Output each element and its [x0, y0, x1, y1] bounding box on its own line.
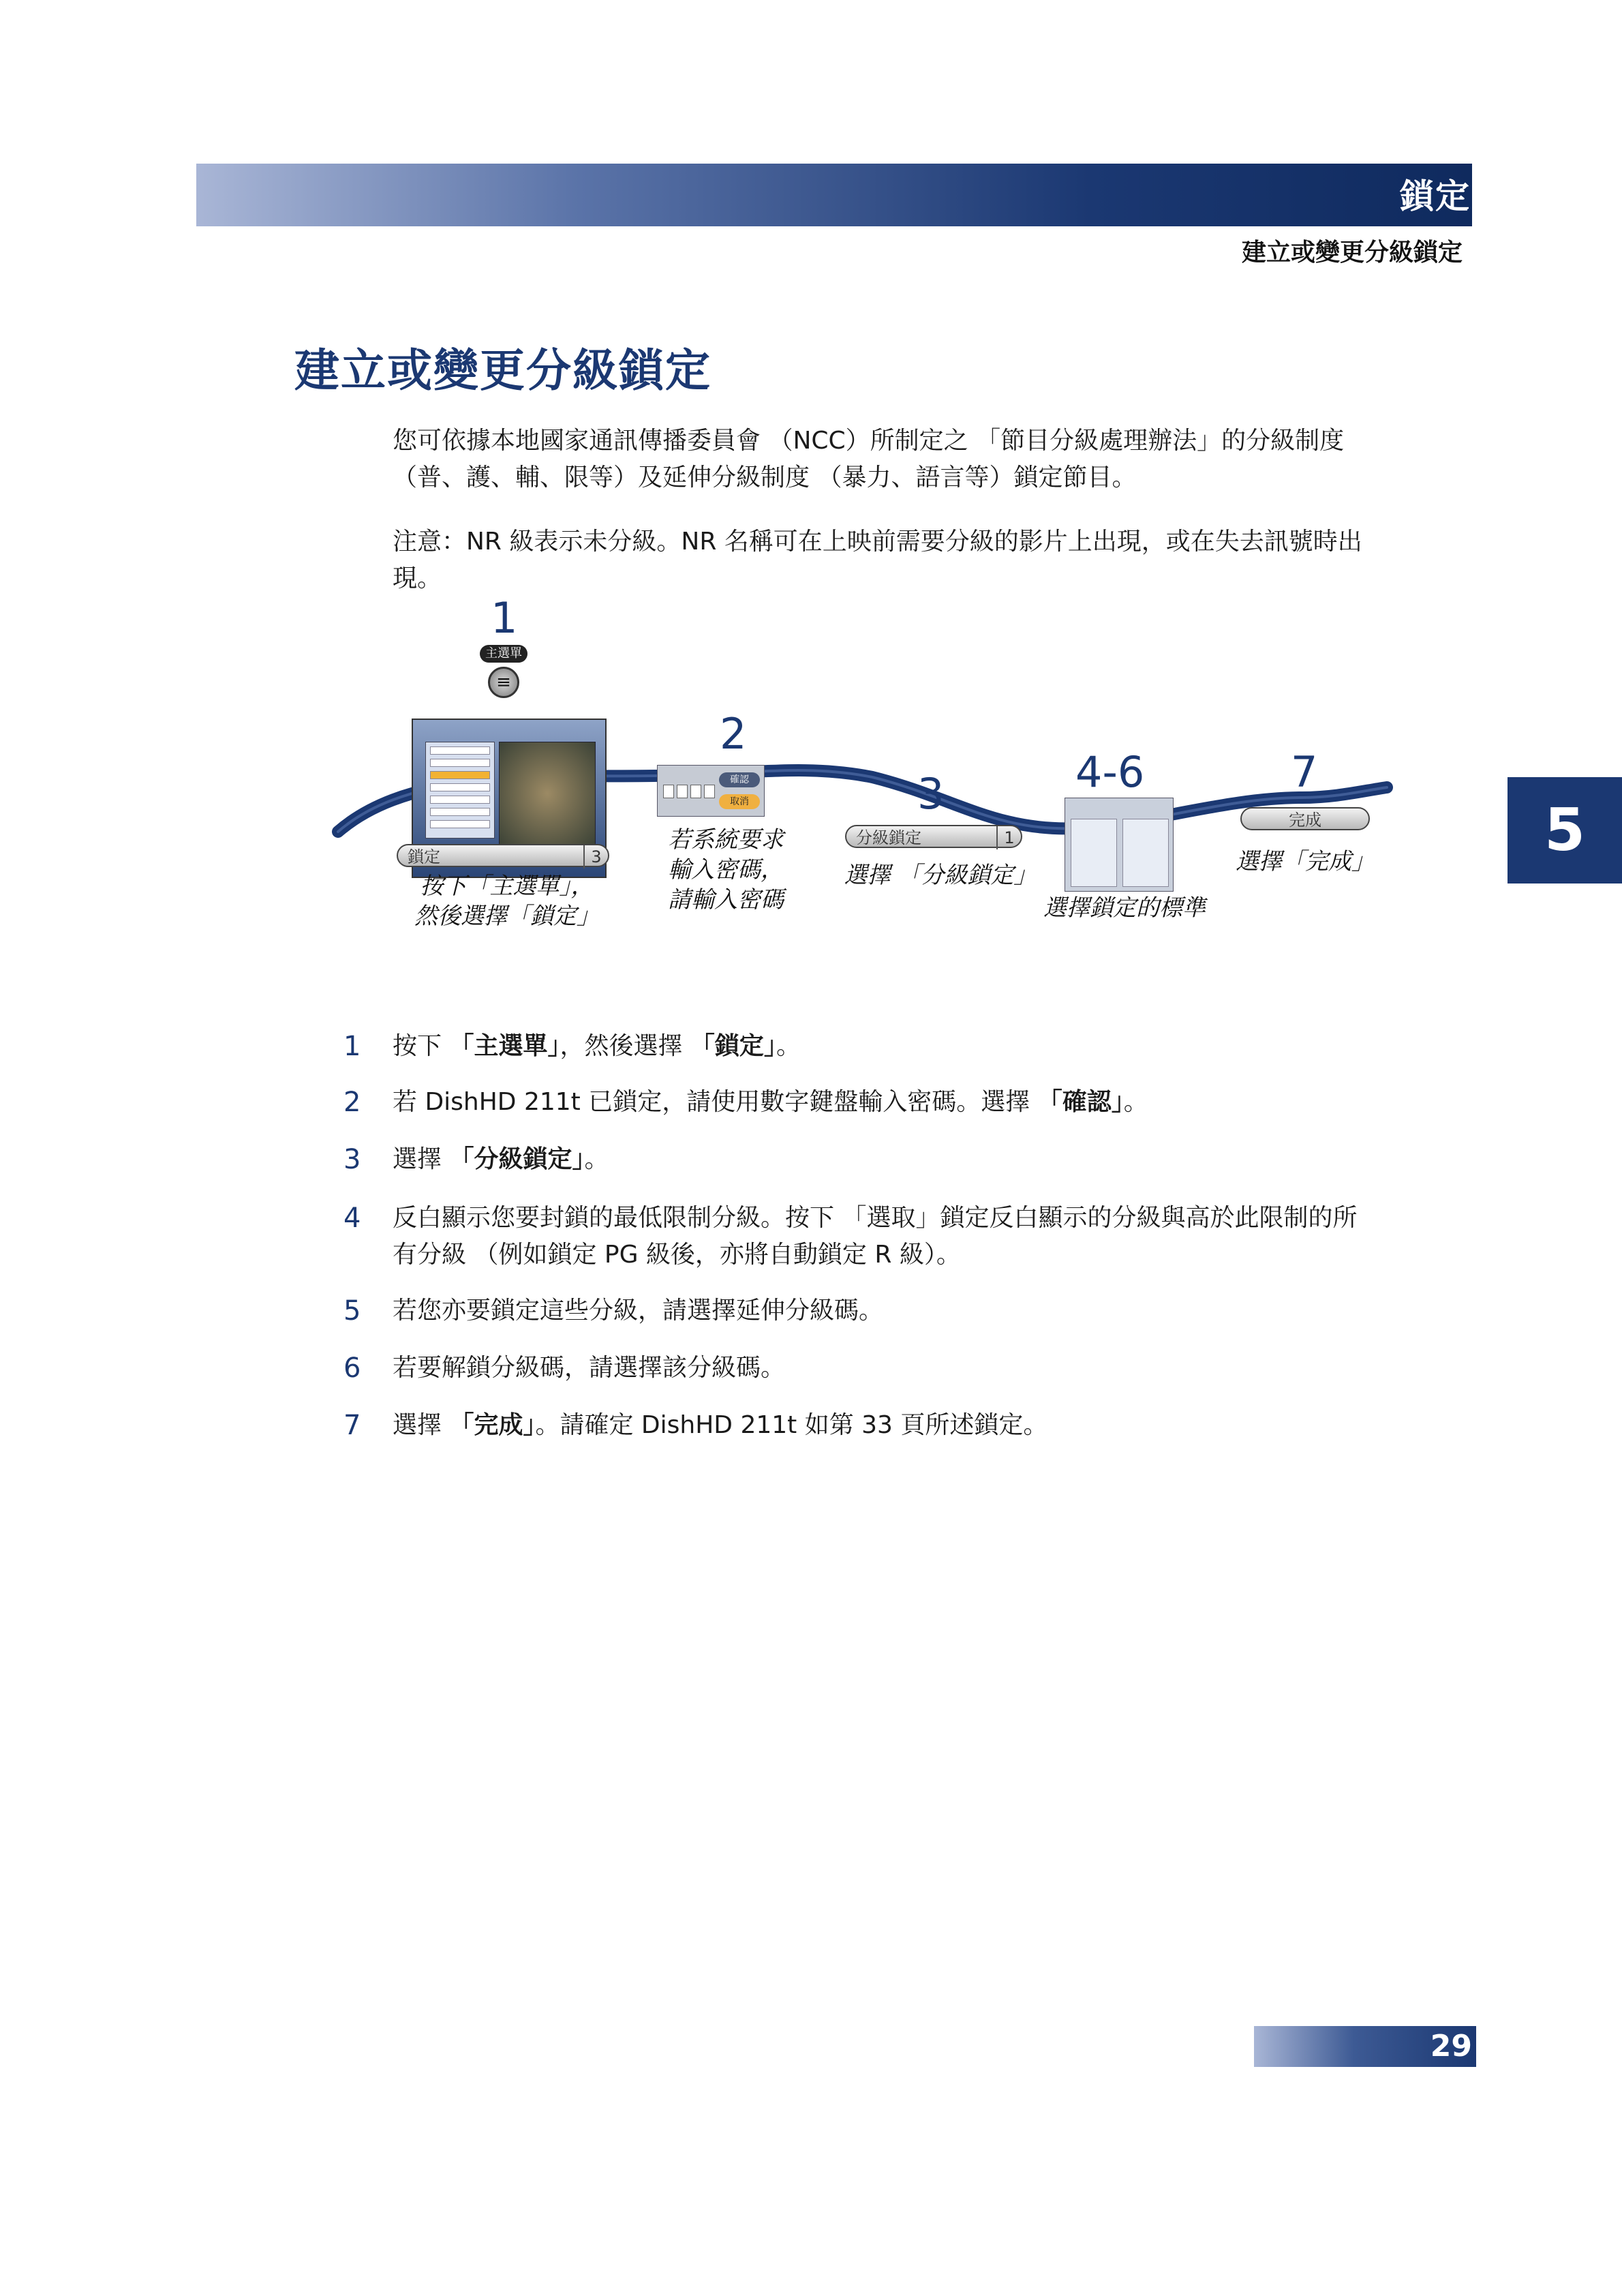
- done-button[interactable]: 完成: [1240, 807, 1370, 830]
- caption-line: 請輸入密碼: [668, 886, 784, 913]
- lock-menu-bar: [397, 844, 609, 867]
- step-number: 4: [343, 1203, 361, 1234]
- page-number: 29: [1430, 2029, 1472, 2064]
- step-text: 若要解鎖分級碼，請選擇該分級碼。: [393, 1354, 786, 1382]
- procedure-diagram: [327, 593, 1404, 948]
- intro-line: （普、護、輔、限等）及延伸分級制度 （暴力、語言等）鎖定節目。: [393, 464, 1137, 492]
- menu-list: [425, 742, 495, 839]
- menu-icon[interactable]: ≡: [488, 667, 519, 698]
- preview-window: [499, 742, 596, 845]
- step-number: 6: [343, 1353, 361, 1384]
- step-number: 1: [343, 1031, 361, 1062]
- rating-lock-bar: [845, 825, 1022, 848]
- step-text: 按下 「主選單」，然後選擇 「鎖定」。: [393, 1032, 801, 1060]
- caption-step-7: 選擇「完成」: [1236, 848, 1375, 875]
- confirm-button[interactable]: 確認: [719, 772, 760, 787]
- section-subtitle: 建立或變更分級鎖定: [1241, 239, 1463, 267]
- diagram-step-7: 7: [1291, 747, 1318, 797]
- intro-line: 您可依據本地國家通訊傳播委員會 （NCC）所制定之 「節目分級處理辦法」的分級制度: [393, 427, 1345, 455]
- caption-line: 輸入密碼，: [668, 856, 784, 883]
- step-text: 若您亦要鎖定這些分級，請選擇延伸分級碼。: [393, 1297, 884, 1325]
- caption-line: 按下「主選單」，: [420, 873, 594, 900]
- step-text: 選擇 「完成」。請確定 DishHD 211t 如第 33 頁所述鎖定。: [393, 1411, 1048, 1439]
- note-line: 現。: [393, 564, 442, 592]
- step-number: 5: [343, 1295, 361, 1327]
- diagram-step-4-6: 4-6: [1075, 747, 1145, 797]
- rating-lock-number: 1: [996, 826, 1021, 849]
- caption-step-3: 選擇 「分級鎖定」: [844, 862, 1037, 889]
- menu-button-label: 主選單: [480, 645, 527, 663]
- caption-line: 然後選擇「鎖定」: [414, 903, 600, 930]
- step-text: [393, 1200, 1483, 1273]
- cancel-button[interactable]: 取消: [719, 794, 760, 809]
- caption-step-2: [654, 825, 797, 915]
- caption-step-1: [391, 871, 623, 931]
- intro-paragraph: [393, 423, 1476, 496]
- chapter-tab: 5: [1508, 777, 1622, 883]
- lock-label: 鎖定: [408, 847, 440, 866]
- note-paragraph: [393, 524, 1476, 597]
- diagram-step-1: 1: [491, 593, 518, 643]
- note-line: 注意：NR 級表示未分級。NR 名稱可在上映前需要分級的影片上出現，或在失去訊號時出: [393, 528, 1362, 556]
- header-band: [196, 164, 1472, 226]
- rating-lock-label: 分級鎖定: [856, 828, 921, 847]
- step-number: 3: [343, 1144, 361, 1175]
- step-line: 有分級 （例如鎖定 PG 級後，亦將自動鎖定 R 級）。: [393, 1241, 961, 1269]
- section-title: 鎖定: [1400, 177, 1471, 216]
- rating-selection-screen: [1065, 798, 1174, 892]
- step-text: 若 DishHD 211t 已鎖定，請使用數字鍵盤輸入密碼。選擇 「確認」。: [393, 1088, 1148, 1116]
- step-text: 選擇 「分級鎖定」。: [393, 1145, 609, 1173]
- step-line: 反白顯示您要封鎖的最低限制分級。按下 「選取」鎖定反白顯示的分級與高於此限制的所: [393, 1204, 1358, 1232]
- caption-line: 若系統要求: [668, 826, 784, 854]
- step-number: 2: [343, 1087, 361, 1118]
- password-dialog: [657, 765, 765, 817]
- caption-step-4-6: 選擇鎖定的標準: [1043, 894, 1206, 922]
- lock-number: 3: [583, 845, 608, 868]
- diagram-step-2: 2: [720, 709, 747, 759]
- step-number: 7: [343, 1410, 361, 1441]
- diagram-step-3: 3: [917, 769, 945, 819]
- page-heading: 建立或變更分級鎖定: [294, 344, 711, 397]
